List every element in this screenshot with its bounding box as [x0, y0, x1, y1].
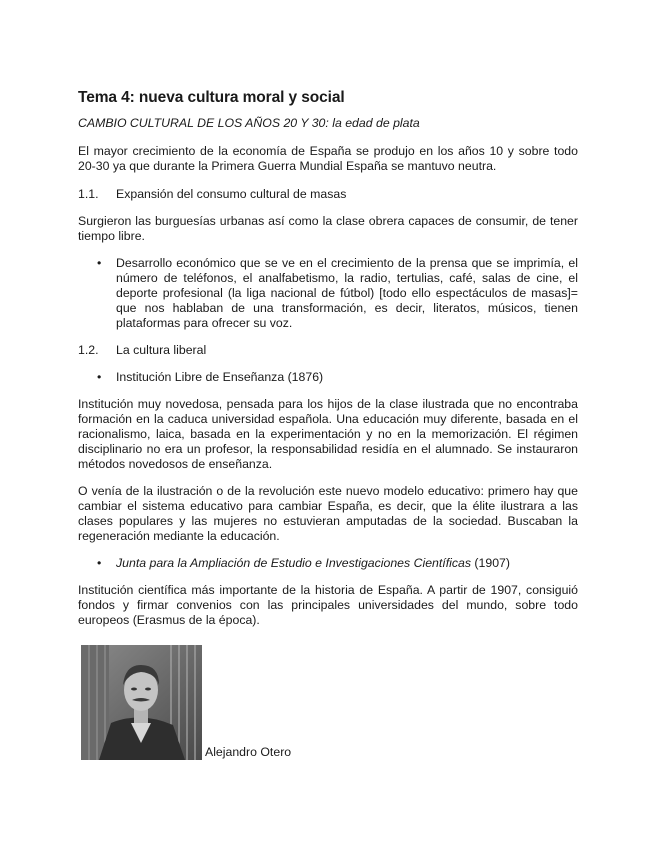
- document-body: [78, 88, 578, 628]
- list-item-text: (1907): [471, 556, 510, 570]
- bullet-icon: •: [97, 556, 102, 570]
- photo-caption: Alejandro Otero: [205, 745, 292, 759]
- section-title: La cultura liberal: [116, 343, 207, 357]
- section-number: 1.1.: [78, 187, 99, 201]
- junta-paragraph: Institución científica más importante de la historia de España. A partir de 1907, consiguió fondos y firmar convenios con las principales universidades del mundo, sobre todo europeos (Erasmus de la época).: [78, 583, 578, 627]
- masses-paragraph: Surgieron las burguesías urbanas así como la clase obrera capaces de consumir, de tener tiempo libre.: [78, 214, 578, 243]
- portrait-image: [81, 645, 202, 760]
- figure: [81, 645, 291, 760]
- list-item: [78, 370, 578, 385]
- bullet-icon: •: [97, 256, 102, 270]
- intro-paragraph: El mayor crecimiento de la economía de España se produjo en los años 10 y sobre todo 20-30 ya que durante la Primera Guerra Mundial España se mantuvo neutra.: [78, 144, 578, 173]
- bullet-list-3: [78, 556, 578, 571]
- portrait-photo: [81, 645, 202, 760]
- bullet-list-2: [78, 370, 578, 385]
- list-item-italic-text: Junta para la Ampliación de Estudio e Investigaciones Científicas: [116, 556, 471, 570]
- list-item: [78, 556, 578, 571]
- list-item-text: Desarrollo económico que se ve en el crecimiento de la prensa que se imprimía, el número de teléfonos, el analfabetismo, la radio, tertulias, café, salas de cine, el deporte profesional (la liga nacional de fútbol) [todo ello espectáculos de masas]= que nos hablaban de una transformación, es decir, literatos, músicos, tienen plataformas para ofrecer su voz.: [116, 256, 578, 330]
- bullet-list-1: [78, 256, 578, 331]
- ile-paragraph-2: O venía de la ilustración o de la revolución este nuevo modelo educativo: primero hay que cambiar el sistema educativo para cambiar España, es decir, que la élite ilustrara a las clases populares y las mujeres no estuvieran amputadas de la sociedad. Buscaban la regeneración mediante la educación.: [78, 484, 578, 543]
- ile-paragraph-1: Institución muy novedosa, pensada para los hijos de la clase ilustrada que no encontraba formación en la caduca universidad española. Una educación muy diferente, basada en el racionalismo, laica, basada en la experimentación y no en la memorización. El régimen disciplinario no era un profesor, la responsabilidad residía en el alumnado. Se instauraron métodos novedosos de enseñanza.: [78, 397, 578, 471]
- section-heading-1-1: [78, 187, 578, 202]
- bullet-icon: •: [97, 370, 102, 384]
- section-number: 1.2.: [78, 343, 99, 357]
- section-subtitle: CAMBIO CULTURAL DE LOS AÑOS 20 Y 30: la edad de plata: [78, 116, 420, 130]
- section-heading-1-2: [78, 343, 578, 358]
- page-title: Tema 4: nueva cultura moral y social: [78, 89, 345, 106]
- list-item: [78, 256, 578, 331]
- list-item-text: Institución Libre de Enseñanza (1876): [116, 370, 324, 384]
- section-title: Expansión del consumo cultural de masas: [116, 187, 347, 201]
